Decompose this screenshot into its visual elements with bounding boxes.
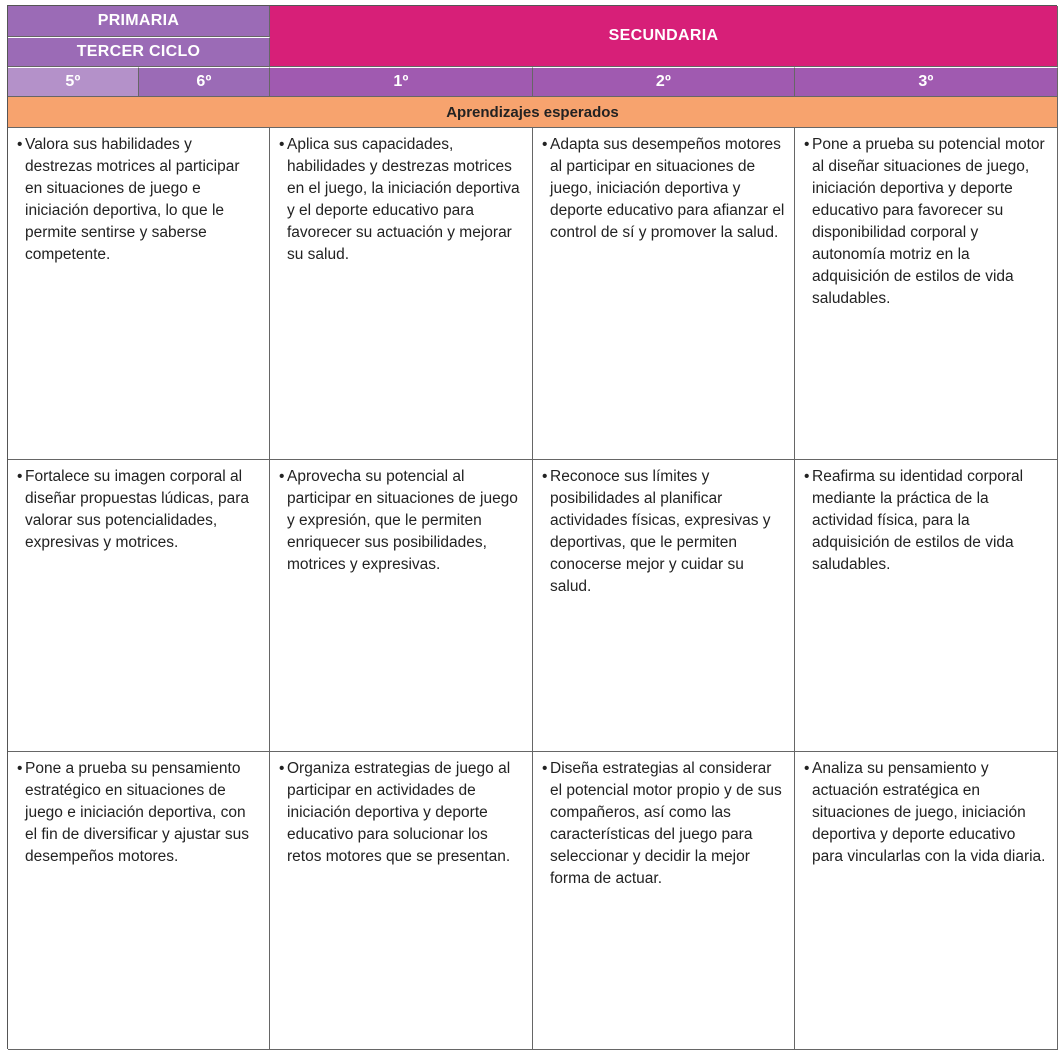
header-tercer-ciclo: TERCER CICLO xyxy=(8,37,270,67)
cell-sec3-row-3 xyxy=(795,752,1058,1050)
grade-1-header: 1º xyxy=(270,67,533,97)
outcome-text: • Pone a prueba su potencial motor al diseñar situaciones de juego, iniciación deportiva y deporte educativo para favorecer su disponibilidad corporal y autonomía motriz en la adquisición de estilos de vida saludables. xyxy=(805,134,1049,310)
grade-2-header: 2º xyxy=(533,67,795,97)
cell-primaria-row-2 xyxy=(8,460,270,752)
header-primaria: PRIMARIA xyxy=(8,6,270,37)
outcome-text: • Aplica sus capacidades, habilidades y destrezas motrices en el juego, la iniciación deportiva y el deporte educativo para favorecer su actuación y mejorar su salud. xyxy=(280,134,524,266)
outcome-text: • Analiza su pensamiento y actuación estratégica en situaciones de juego, iniciación deportiva y deporte educativo para vincularlas con la vida diaria. xyxy=(805,758,1049,868)
cell-primaria-row-1 xyxy=(8,128,270,460)
grade-6-header: 6º xyxy=(139,67,270,97)
cell-primaria-row-3 xyxy=(8,752,270,1050)
cell-sec1-row-3 xyxy=(270,752,533,1050)
header-secundaria: SECUNDARIA xyxy=(270,6,1058,67)
cell-sec3-row-2 xyxy=(795,460,1058,752)
outcome-text: • Valora sus habilidades y destrezas motrices al participar en situaciones de juego e iniciación deportiva, lo que le permite sentirse y saberse competente. xyxy=(18,134,261,266)
cell-sec1-row-2 xyxy=(270,460,533,752)
aprendizajes-esperados-bar: Aprendizajes esperados xyxy=(8,97,1058,128)
learning-outcomes-table xyxy=(7,5,1057,1049)
outcome-text: • Adapta sus desempeños motores al participar en situaciones de juego, iniciación deportiva y deporte educativo para afianzar el control de sí y promover la salud. xyxy=(543,134,786,244)
outcome-text: • Aprovecha su potencial al participar en situaciones de juego y expresión, que le permiten enriquecer sus posibilidades, motrices y expresivas. xyxy=(280,466,524,576)
grade-3-header: 3º xyxy=(795,67,1058,97)
outcome-text: • Pone a prueba su pensamiento estratégico en situaciones de juego e iniciación deportiva, con el fin de diversificar y ajustar sus desempeños motores. xyxy=(18,758,261,868)
outcome-text: • Organiza estrategias de juego al participar en actividades de iniciación deportiva y deporte educativo para solucionar los retos motores que se presentan. xyxy=(280,758,524,868)
grade-5-header: 5º xyxy=(8,67,139,97)
outcome-text: • Fortalece su imagen corporal al diseñar propuestas lúdicas, para valorar sus potencialidades, expresivas y motrices. xyxy=(18,466,261,554)
cell-sec1-row-1 xyxy=(270,128,533,460)
cell-sec2-row-1 xyxy=(533,128,795,460)
cell-sec2-row-2 xyxy=(533,460,795,752)
outcome-text: • Diseña estrategias al considerar el potencial motor propio y de sus compañeros, así como las características del juego para seleccionar y decidir la mejor forma de actuar. xyxy=(543,758,786,890)
cell-sec2-row-3 xyxy=(533,752,795,1050)
outcome-text: • Reconoce sus límites y posibilidades al planificar actividades físicas, expresivas y deportivas, que le permiten conocerse mejor y cuidar su salud. xyxy=(543,466,786,598)
outcome-text: • Reafirma su identidad corporal mediante la práctica de la actividad física, para la adquisición de estilos de vida saludables. xyxy=(805,466,1049,576)
cell-sec3-row-1 xyxy=(795,128,1058,460)
